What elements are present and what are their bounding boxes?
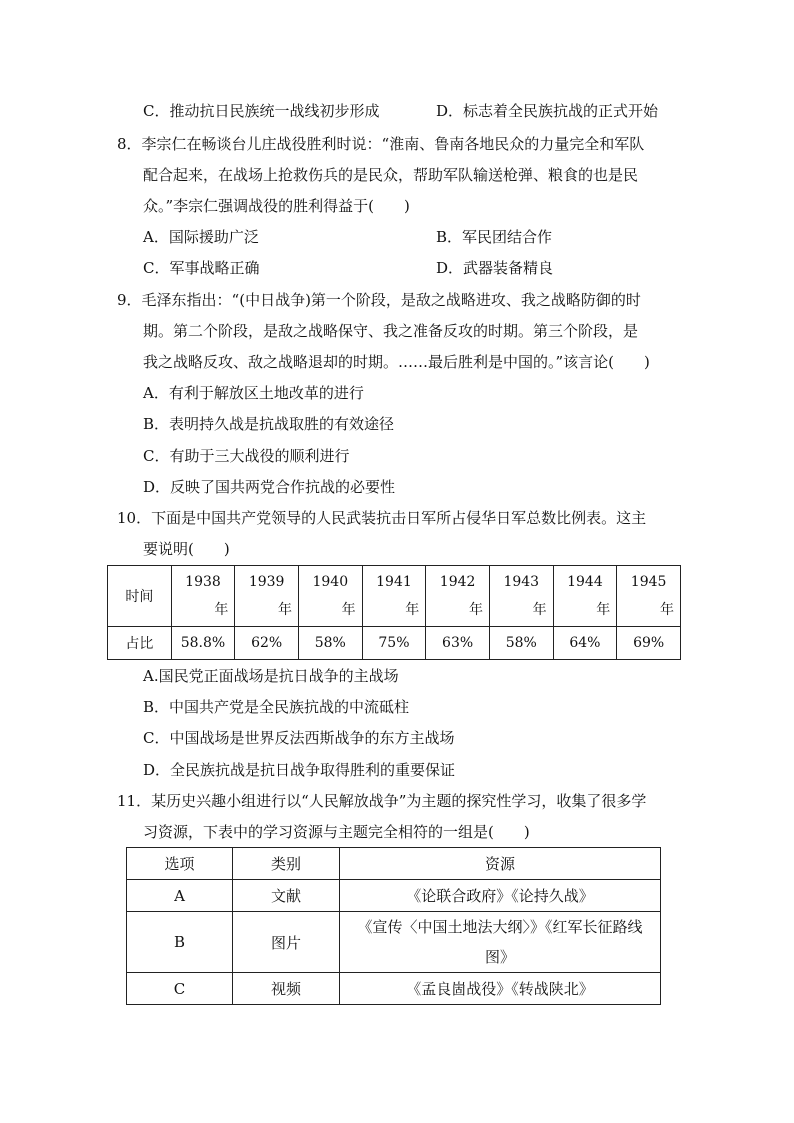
q7-option-c: C．推动抗日民族统一战线初步形成	[143, 102, 380, 120]
q9-option-b: B．表明持久战是抗战取胜的有效途径	[143, 415, 395, 433]
year-cell: 1944 年	[553, 566, 617, 627]
ratio-header-cell: 占比	[108, 627, 172, 660]
q8-stem-line-1: 8．李宗仁在畅谈台儿庄战役胜利时说：“淮南、鲁南各地民众的力量完全和军队	[117, 135, 645, 153]
q7-option-d: D．标志着全民族抗战的正式开始	[436, 102, 659, 120]
year-cell: 1941 年	[362, 566, 426, 627]
ratio-cell: 58%	[489, 627, 553, 660]
category-cell: 视频	[233, 973, 340, 1005]
q8-option-c: C．军事战略正确	[143, 259, 260, 277]
q9-option-d: D．反映了国共两党合作抗战的必要性	[143, 478, 396, 496]
ratio-cell: 75%	[362, 627, 426, 660]
ratio-cell: 69%	[617, 627, 681, 660]
ratio-cell: 62%	[235, 627, 299, 660]
time-header-cell: 时间	[108, 566, 172, 627]
q10-ratio-table	[107, 565, 681, 660]
q11-stem-line-2: 习资源，下表中的学习资源与主题完全相符的一组是( )	[143, 823, 530, 841]
table-row	[127, 880, 661, 912]
year-cell: 1940 年	[298, 566, 362, 627]
year-cell: 1942 年	[426, 566, 490, 627]
year-cell: 1943 年	[489, 566, 553, 627]
year-cell: 1938 年	[171, 566, 235, 627]
year-cell: 1945 年	[617, 566, 681, 627]
ratio-cell: 64%	[553, 627, 617, 660]
table-row	[127, 973, 661, 1005]
option-cell: C	[127, 973, 233, 1005]
q9-option-a: A．有利于解放区土地改革的进行	[143, 384, 364, 402]
table-row	[127, 848, 661, 880]
ratio-cell: 58%	[298, 627, 362, 660]
ratio-cell: 63%	[426, 627, 490, 660]
q10-option-c: C．中国战场是世界反法西斯战争的东方主战场	[143, 729, 455, 747]
header-option-cell: 选项	[127, 848, 233, 880]
table-row	[127, 912, 661, 973]
q8-stem-line-3: 众。”李宗仁强调战役的胜利得益于( )	[143, 197, 410, 215]
q10-stem-line-1: 10．下面是中国共产党领导的人民武装抗击日军所占侵华日军总数比例表。这主	[117, 509, 647, 527]
q9-stem-line-2: 期。第二个阶段，是敌之战略保守、我之准备反攻的时期。第三个阶段，是	[143, 322, 639, 340]
q11-resource-table	[126, 847, 661, 1005]
table-row	[108, 627, 681, 660]
resource-line-2: 图》	[484, 948, 515, 966]
option-cell: A	[127, 880, 233, 912]
q8-option-b: B．军民团结合作	[436, 228, 553, 246]
q9-stem-line-1: 9．毛泽东指出：“(中日战争)第一个阶段，是敌之战略进攻、我之战略防御的时	[117, 291, 641, 309]
header-resource-cell: 资源	[340, 848, 661, 880]
table-row	[108, 566, 681, 627]
q9-option-c: C．有助于三大战役的顺利进行	[143, 447, 350, 465]
q10-stem-line-2: 要说明( )	[143, 540, 230, 558]
resource-cell: 《论联合政府》《论持久战》	[340, 880, 661, 912]
q11-stem-line-1: 11．某历史兴趣小组进行以“人民解放战争”为主题的探究性学习，收集了很多学	[117, 792, 647, 810]
year-cell: 1939 年	[235, 566, 299, 627]
resource-cell	[340, 912, 661, 973]
q8-stem-line-2: 配合起来，在战场上抢救伤兵的是民众，帮助军队输送枪弹、粮食的也是民	[143, 166, 639, 184]
ratio-cell: 58.8%	[171, 627, 235, 660]
q9-stem-line-3: 我之战略反攻、敌之战略退却的时期。……最后胜利是中国的。”该言论( )	[143, 353, 650, 371]
resource-line-1: 《宣传〈中国土地法大纲〉》《红军长征路线	[357, 918, 643, 936]
category-cell: 图片	[233, 912, 340, 973]
resource-cell: 《孟良崮战役》《转战陕北》	[340, 973, 661, 1005]
q10-option-a: A.国民党正面战场是抗日战争的主战场	[143, 667, 399, 685]
q8-option-d: D．武器装备精良	[436, 259, 554, 277]
header-category-cell: 类别	[233, 848, 340, 880]
option-cell: B	[127, 912, 233, 973]
q8-option-a: A．国际援助广泛	[143, 228, 259, 246]
q10-option-b: B．中国共产党是全民族抗战的中流砥柱	[143, 698, 410, 716]
q10-option-d: D．全民族抗战是抗日战争取得胜利的重要保证	[143, 761, 456, 779]
category-cell: 文献	[233, 880, 340, 912]
